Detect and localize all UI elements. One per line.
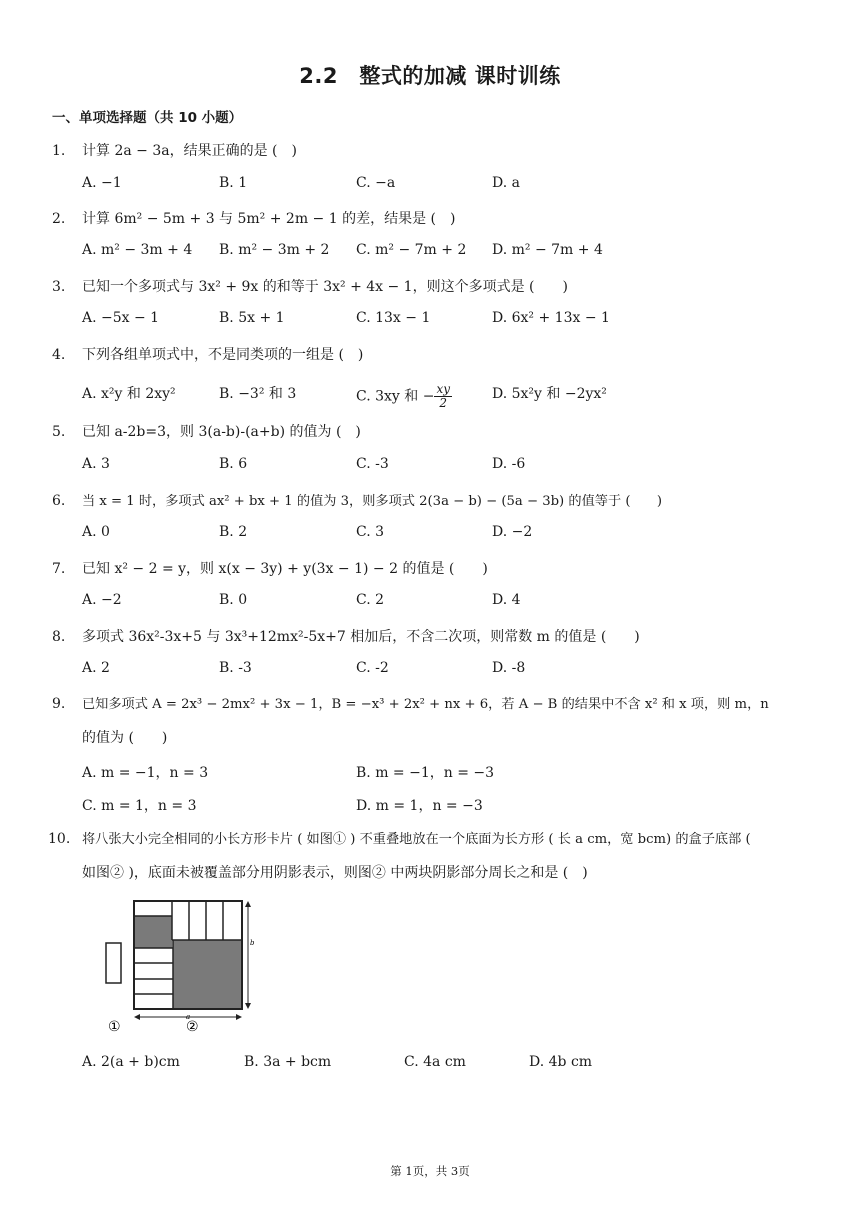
question-text: 计算 2a − 3a，结果正确的是 ( ) <box>82 143 297 159</box>
question-text: 已知一个多项式与 3x² + 9x 的和等于 3x² + 4x − 1，则这个多项式是 ( ) <box>82 279 568 295</box>
option-b: B. 6 <box>219 456 248 472</box>
option-a: A. m² − 3m + 4 <box>82 242 193 258</box>
figure-rectangles <box>100 893 260 1042</box>
option-d: D. 5x²y 和 −2yx² <box>492 386 607 402</box>
option-c: C. -3 <box>356 456 389 472</box>
question-number: 8. <box>52 629 66 645</box>
option-b: B. m² − 3m + 2 <box>219 242 330 258</box>
page-title: 2.2 整式的加减 课时训练 <box>299 64 561 88</box>
question-4 <box>52 344 363 364</box>
question-number: 1. <box>52 143 66 159</box>
question-text: 已知 x² − 2 = y，则 x(x − 3y) + y(3x − 1) − 2 的值是 ( ) <box>82 561 488 577</box>
page-footer: 第 1页，共 3页 <box>390 1164 470 1178</box>
card-rectangle <box>106 943 121 983</box>
option-d: D. m² − 7m + 4 <box>492 242 603 258</box>
question-10 <box>48 828 751 847</box>
question-7 <box>52 558 488 578</box>
question-number: 6. <box>52 493 66 509</box>
question-number: 9. <box>52 696 66 712</box>
question-number: 10. <box>48 831 71 847</box>
question-number: 2. <box>52 211 66 227</box>
option-d: D. −2 <box>492 524 533 540</box>
question-number: 3. <box>52 279 66 295</box>
option-b: B. m = −1，n = −3 <box>356 765 495 781</box>
option-d: D. 4 <box>492 592 521 608</box>
figure-diagram <box>100 893 260 1038</box>
option-c: C. −a <box>356 175 396 191</box>
option-d: D. 6x² + 13x − 1 <box>492 310 610 326</box>
option-a: A. −1 <box>82 175 122 191</box>
option-a: A. 2 <box>82 660 110 676</box>
option-c: C. 13x − 1 <box>356 310 431 326</box>
option-c: C. -2 <box>356 660 389 676</box>
option-a: A. 0 <box>82 524 110 540</box>
option-d: D. m = 1，n = −3 <box>356 798 483 814</box>
figure-label-1: ① <box>108 1019 121 1035</box>
option-d: D. 4b cm <box>529 1054 593 1070</box>
question-2 <box>52 208 455 228</box>
figure-label-2: ② <box>186 1019 199 1035</box>
question-10-continued: 如图② )，底面未被覆盖部分用阴影表示，则图② 中两块阴影部分周长之和是 ( ) <box>82 865 588 881</box>
option-d: D. -6 <box>492 456 526 472</box>
dimension-a-label: a <box>186 1013 191 1021</box>
section-heading: 一、单项选择题（共 10 小题） <box>52 110 243 126</box>
question-6 <box>52 490 662 509</box>
question-text: 将八张大小完全相同的小长方形卡片 ( 如图① ) 不重叠地放在一个底面为长方形 ( 长 a cm，宽 bcm) 的盒子底部 ( <box>82 832 751 847</box>
question-number: 4. <box>52 347 66 363</box>
option-c: C. 3 <box>356 524 385 540</box>
option-b: B. 5x + 1 <box>219 310 285 326</box>
option-a: A. x²y 和 2xy² <box>82 386 176 402</box>
shaded-region-right <box>173 940 241 1008</box>
option-d: D. a <box>492 175 520 191</box>
question-3 <box>52 276 568 296</box>
shaded-region-left <box>135 916 172 948</box>
option-a: A. −2 <box>82 592 122 608</box>
question-text: 多项式 36x²-3x+5 与 3x³+12mx²-5x+7 相加后，不含二次项，则常数 m 的值是 ( ) <box>82 629 640 645</box>
option-a: A. m = −1，n = 3 <box>82 765 209 781</box>
option-c: C. 4a cm <box>404 1054 466 1070</box>
question-text: 已知 a-2b=3，则 3(a-b)-(a+b) 的值为 ( ) <box>82 424 361 440</box>
option-d: D. -8 <box>492 660 526 676</box>
question-number: 5. <box>52 424 66 440</box>
option-b: B. 0 <box>219 592 248 608</box>
question-text: 计算 6m² − 5m + 3 与 5m² + 2m − 1 的差，结果是 ( ) <box>82 211 456 227</box>
question-9 <box>52 693 769 712</box>
option-c: C. 3xy 和 − $\frac{xy}{2}$ <box>356 382 451 410</box>
fraction: $\frac{xy}{2}$ <box>436 382 451 410</box>
option-a: A. 2(a + b)cm <box>82 1054 180 1070</box>
question-text: 当 x = 1 时，多项式 ax² + bx + 1 的值为 3，则多项式 2(3a − b) − (5a − 3b) 的值等于 ( ) <box>82 494 662 509</box>
option-b: B. 2 <box>219 524 248 540</box>
option-b: B. 3a + bcm <box>244 1054 332 1070</box>
question-text: 下列各组单项式中，不是同类项的一组是 ( ) <box>82 347 364 363</box>
option-a: A. −5x − 1 <box>82 310 160 326</box>
option-c: C. m = 1，n = 3 <box>82 798 197 814</box>
question-5 <box>52 421 361 441</box>
option-b: B. −3² 和 3 <box>219 386 297 402</box>
option-c: C. 2 <box>356 592 385 608</box>
option-b: B. -3 <box>219 660 252 676</box>
dimension-b-label: b <box>250 939 255 947</box>
question-number: 7. <box>52 561 66 577</box>
question-1 <box>52 140 297 160</box>
question-9-continued: 的值为 ( ) <box>82 730 168 746</box>
option-c: C. m² − 7m + 2 <box>356 242 467 258</box>
option-a: A. 3 <box>82 456 110 472</box>
question-text: 已知多项式 A = 2x³ − 2mx² + 3x − 1，B = −x³ + 2x² + nx + 6，若 A − B 的结果中不含 x² 和 x 项，则 m，n <box>82 697 769 712</box>
question-8 <box>52 626 640 646</box>
option-b: B. 1 <box>219 175 248 191</box>
